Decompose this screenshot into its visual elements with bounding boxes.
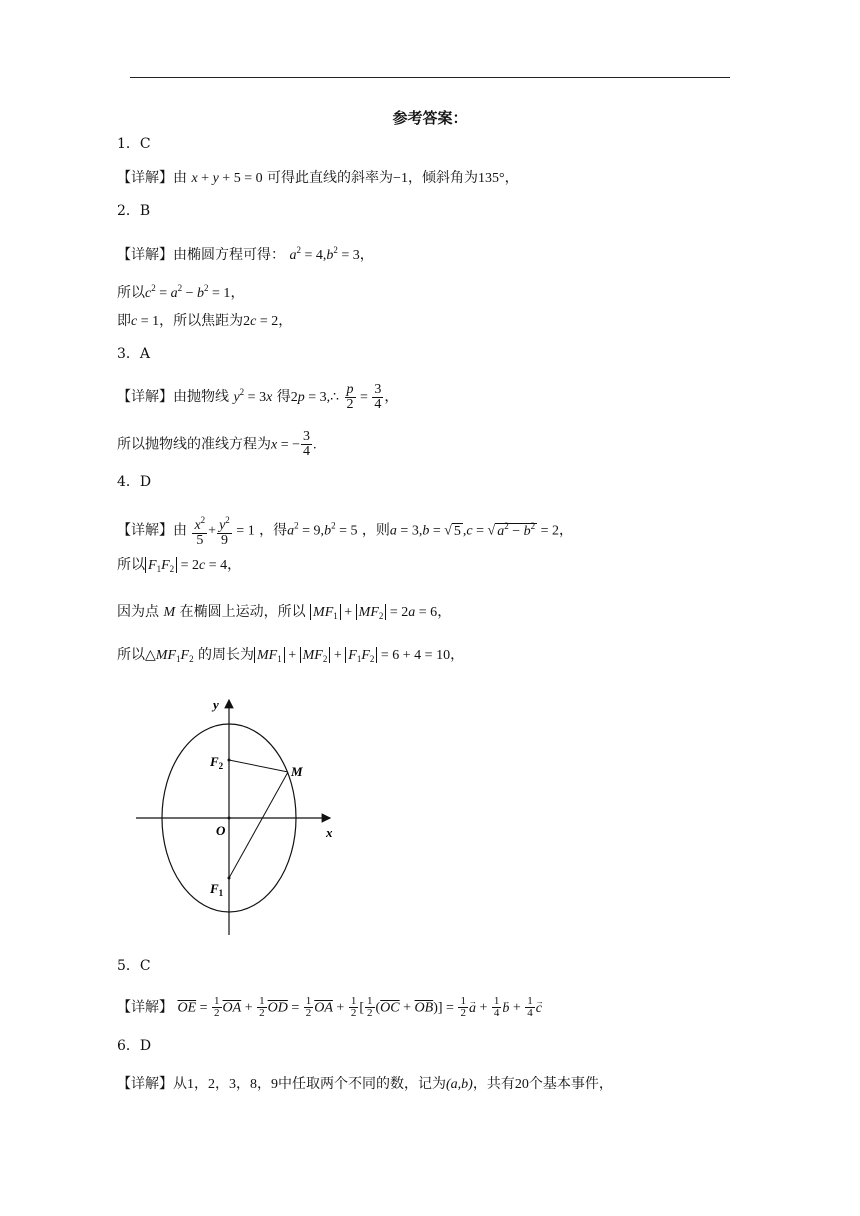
q5-number: 5．C: [117, 958, 151, 974]
q2-line3: 即c = 1，所以焦距为2c = 2，: [117, 313, 293, 329]
q6-explanation: 【详解】从1，2，3，8，9中任取两个不同的数，记为(a,b)，共有20个基本事件，: [117, 1076, 613, 1092]
q3-number: 3．A: [117, 346, 151, 362]
q2-number: 2．B: [117, 203, 151, 219]
q4-line4: 所以$\triangle MF_1F_2$ 的周长为 $MF_1 + MF_2 + F_1F_2 = 6 + 4 = 10$，: [117, 647, 465, 664]
segment-F1M: [229, 772, 288, 878]
q3-explanation: 【详解】由抛物线 $y^2 = 3x$ 得2p = 3,∴ $\frac{p}{2}$ = $\frac{3}{4}$ ，: [117, 381, 399, 412]
x-label: x: [326, 825, 333, 840]
page-title: 参考答案：: [392, 109, 468, 127]
y-label: y: [213, 697, 219, 712]
header-rule: [130, 77, 730, 78]
segment-F2M: [229, 760, 288, 772]
F2-label: $F_2$: [210, 754, 224, 771]
ellipse-figure: [130, 690, 350, 940]
origin-label: O: [216, 823, 226, 838]
q2-explanation: 【详解】由椭圆方程可得： $a^2 = 4,b^2 = 3$，: [117, 245, 374, 263]
q1-number: 1．C: [117, 136, 151, 152]
F1-label: $F_1$: [210, 881, 224, 898]
q4-line2: 所以 $F_1F_2 = 2c = 4$，: [117, 557, 242, 574]
q6-number: 6．D: [117, 1038, 152, 1054]
q1-explanation: 【详解】由 x + y + 5 = 0 可得此直线的斜率为−1，倾斜角为135°，: [117, 170, 519, 186]
M-label: M: [291, 764, 303, 779]
q4-explanation: 【详解】由 $\frac{x^2}{5}$ + $\frac{y^2}{9}$ = 1 ，得$a^2 = 9,b^2 = 5$ ，则a = 3,b = √ 5 ,c = √ $a^2 - b^2 = 2$，: [117, 515, 574, 548]
q4-number: 4．D: [117, 474, 152, 490]
q5-explanation: 【详解】 $\overline{OE}$ = $\frac{1}{2}$ $\overline{OA}$ + $\frac{1}{2}$ $\overline{OD}$ = $\frac{1}{2}$ $\overline{OA}$ + $\frac{1}{2}$ [ $\frac{1}{2}$ $(\overline{OC} + \overline{OB})$] = $\frac{1}{2}$ → a + $\frac{1}{4}$ → b + $\frac{1}{4}$ → c: [117, 996, 542, 1019]
q3-line2: 所以抛物线的准线方程为x = − $\frac{3}{4}$ .: [117, 429, 317, 459]
q2-line2: 所以$c^2 = a^2 - b^2 = 1$，: [117, 283, 245, 301]
q4-line3: 因为点 M 在椭圆上运动，所以 $MF_1 + MF_2 = 2a = 6$，: [117, 604, 452, 621]
